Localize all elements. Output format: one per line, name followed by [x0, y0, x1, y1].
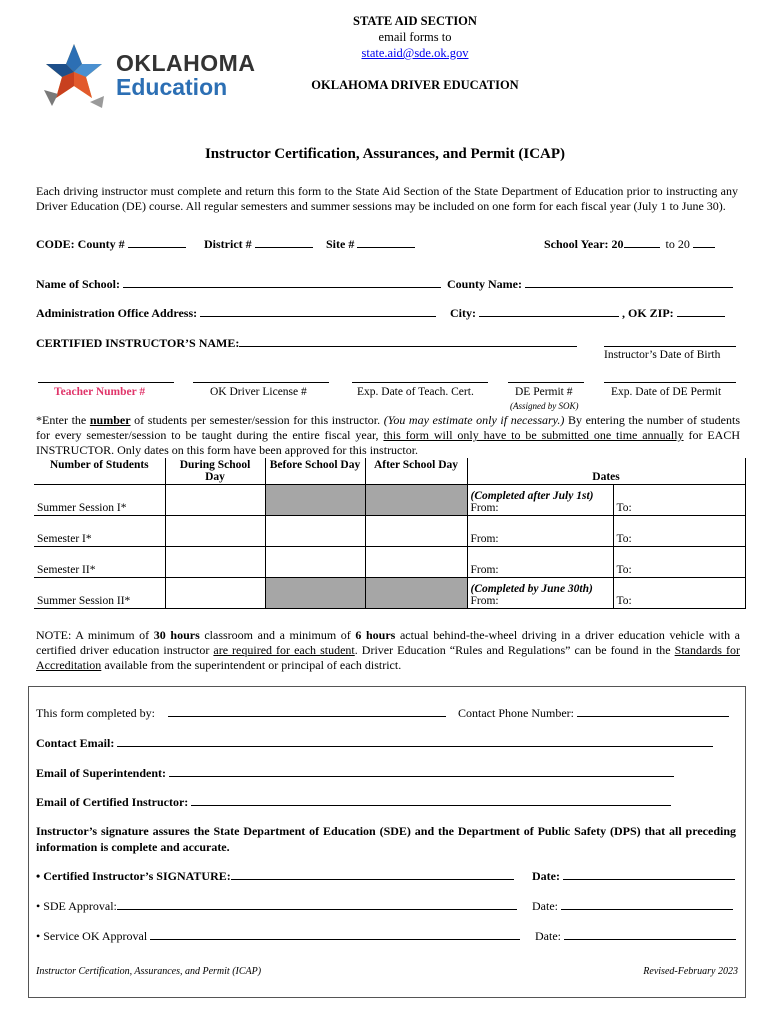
header-number-of-students: Number of Students: [34, 458, 165, 485]
permit-note: (Assigned by SOK): [510, 401, 579, 411]
row-label: Summer Session I*: [34, 485, 165, 516]
school-year-end-field[interactable]: [693, 236, 715, 248]
signature-date-field[interactable]: [563, 868, 735, 880]
during-cell[interactable]: [165, 516, 265, 547]
sessions-table: [34, 458, 746, 609]
logo-text-education: Education: [116, 74, 228, 100]
contact-email-field[interactable]: [117, 735, 713, 747]
permit-label: DE Permit #: [515, 386, 573, 398]
after-cell[interactable]: [365, 547, 467, 578]
service-date-field[interactable]: [564, 928, 736, 940]
sde-approval-label: • SDE Approval:: [36, 899, 117, 913]
to-cell[interactable]: To:: [613, 516, 745, 547]
intro-paragraph: Each driving instructor must complete and return this form to the State Aid Section of the State Department of Education prior to instructing any Driver Education (DE) course. All regular semesters and summer sessions may be included on one form for each fiscal year (July 1 to June 30).: [36, 184, 738, 213]
city-field[interactable]: [479, 305, 619, 317]
students-note: *Enter the number of students per semester/session for this instructor. (You may estimate only if necessary.) By entering the number of students for every semester/session to be taught during the entire fiscal year, this form will only have to be submitted one time annually for EACH INSTRUCTOR. Only dates on this form have been approved for this instructor.: [36, 413, 740, 457]
before-cell-shaded: [265, 578, 365, 609]
during-cell[interactable]: [165, 485, 265, 516]
from-cell[interactable]: (Completed by June 30th) From:: [467, 578, 613, 609]
signature-label: • Certified Instructor’s SIGNATURE:: [36, 869, 231, 883]
hours-note: NOTE: A minimum of 30 hours classroom and a minimum of 6 hours actual behind-the-wheel driving in a driver education vehicle with a certified driver education instructor are required for each student. Driver Education “Rules and Regulations” can be found in the Standards for Accreditation available from the superintendent or principal of each district.: [36, 628, 741, 672]
oklahoma-education-logo: [40, 42, 255, 110]
ok-zip-label: , OK ZIP:: [622, 306, 674, 320]
dob-label: Instructor’s Date of Birth: [604, 349, 721, 361]
to-cell[interactable]: To:: [613, 485, 745, 516]
to-cell[interactable]: To:: [613, 578, 745, 609]
footer-right: Revised-February 2023: [643, 966, 738, 977]
completed-by-field[interactable]: [168, 705, 446, 717]
after-cell-shaded: [365, 485, 467, 516]
admin-address-label: Administration Office Address:: [36, 306, 198, 320]
teacher-number-line[interactable]: [38, 382, 174, 383]
star-logo-icon: [40, 42, 108, 110]
county-code-field[interactable]: [128, 236, 186, 248]
before-cell[interactable]: [265, 516, 365, 547]
section-title: STATE AID SECTION: [353, 14, 477, 28]
during-cell[interactable]: [165, 547, 265, 578]
before-cell[interactable]: [265, 547, 365, 578]
after-cell-shaded: [365, 578, 467, 609]
phone-field[interactable]: [577, 705, 729, 717]
superintendent-email-label: Email of Superintendent:: [36, 766, 167, 780]
table-row: [34, 485, 745, 516]
email-link[interactable]: state.aid@sde.ok.gov: [361, 46, 469, 60]
admin-address-field[interactable]: [200, 305, 436, 317]
table-row: [34, 578, 745, 609]
county-name-label: County Name:: [447, 277, 522, 291]
license-label: OK Driver License #: [210, 386, 307, 398]
before-cell-shaded: [265, 485, 365, 516]
exp-teach-line[interactable]: [352, 382, 488, 383]
district-label: District #: [204, 237, 252, 251]
header-after: After School Day: [365, 458, 467, 485]
from-cell[interactable]: (Completed after July 1st) From:: [467, 485, 613, 516]
license-line[interactable]: [193, 382, 329, 383]
footer-left: Instructor Certification, Assurances, and Permit (ICAP): [36, 966, 262, 977]
dob-line[interactable]: [604, 346, 736, 347]
after-cell[interactable]: [365, 516, 467, 547]
header-during: During School Day: [165, 458, 265, 485]
county-code-label: CODE: County #: [36, 237, 125, 251]
during-cell[interactable]: [165, 578, 265, 609]
signature-date-label: Date:: [532, 869, 560, 883]
row-label: Semester II*: [34, 547, 165, 578]
service-ok-label: • Service OK Approval: [36, 929, 148, 943]
school-name-field[interactable]: [123, 276, 441, 288]
phone-label: Contact Phone Number:: [458, 706, 574, 720]
instructor-name-field[interactable]: [239, 335, 577, 347]
logo-text-oklahoma: OKLAHOMA: [116, 50, 256, 76]
school-year-label: School Year: 20: [544, 237, 624, 251]
permit-line[interactable]: [508, 382, 584, 383]
teacher-number-label: Teacher Number #: [54, 386, 146, 398]
table-row: [34, 516, 745, 547]
instructor-name-label: CERTIFIED INSTRUCTOR’S NAME:: [36, 336, 240, 350]
school-year-start-field[interactable]: [624, 236, 660, 248]
to-cell[interactable]: To:: [613, 547, 745, 578]
sde-approval-field[interactable]: [117, 898, 517, 910]
service-date-label: Date:: [535, 929, 561, 943]
instructor-email-label: Email of Certified Instructor:: [36, 795, 189, 809]
service-ok-field[interactable]: [150, 928, 520, 940]
site-field[interactable]: [357, 236, 415, 248]
instructor-email-field[interactable]: [191, 794, 671, 806]
email-prompt: email forms to: [378, 30, 452, 44]
county-name-field[interactable]: [525, 276, 733, 288]
contact-email-label: Contact Email:: [36, 736, 115, 750]
header-before: Before School Day: [265, 458, 365, 485]
program-title: OKLAHOMA DRIVER EDUCATION: [311, 78, 519, 92]
school-year-to-label: to 20: [665, 237, 690, 251]
city-label: City:: [450, 306, 476, 320]
exp-teach-label: Exp. Date of Teach. Cert.: [357, 386, 474, 398]
from-cell[interactable]: From:: [467, 547, 613, 578]
district-field[interactable]: [255, 236, 313, 248]
sde-date-field[interactable]: [561, 898, 733, 910]
sde-date-label: Date:: [532, 899, 558, 913]
completed-by-label: This form completed by:: [36, 706, 155, 720]
table-row: [34, 547, 745, 578]
from-cell[interactable]: From:: [467, 516, 613, 547]
exp-permit-line[interactable]: [604, 382, 736, 383]
zip-field[interactable]: [677, 305, 725, 317]
school-name-label: Name of School:: [36, 277, 120, 291]
assurance-statement: Instructor’s signature assures the State Department of Education (SDE) and the Department of Public Safety (DPS) that all preceding information is complete and accurate.: [36, 824, 736, 854]
row-label: Semester I*: [34, 516, 165, 547]
signature-field[interactable]: [231, 868, 514, 880]
form-title: Instructor Certification, Assurances, and Permit (ICAP): [204, 146, 566, 162]
exp-permit-label: Exp. Date of DE Permit: [611, 386, 722, 398]
site-label: Site #: [326, 237, 355, 251]
row-label: Summer Session II*: [34, 578, 165, 609]
header-dates: Dates: [467, 458, 745, 485]
superintendent-email-field[interactable]: [169, 765, 674, 777]
